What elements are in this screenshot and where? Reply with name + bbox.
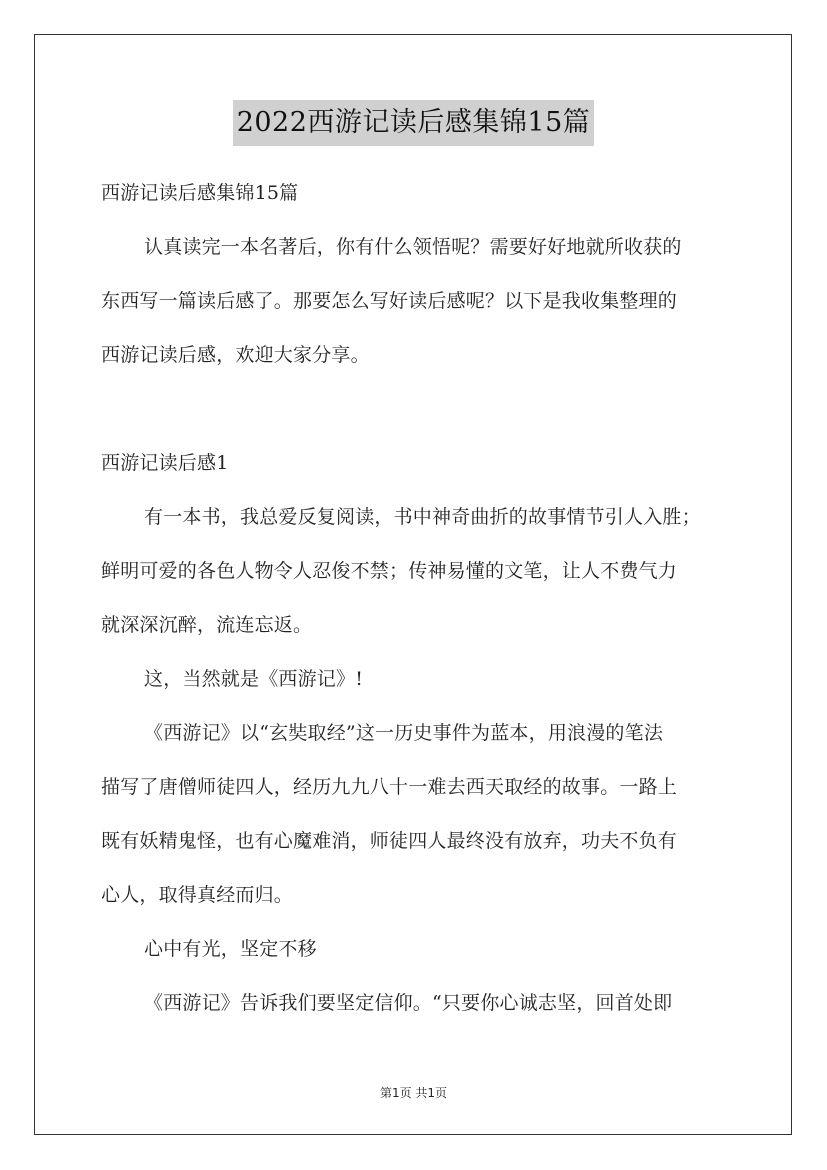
paragraph-line: 认真读完一本名著后，你有什么领悟呢？需要好好地就所收获的 <box>144 236 682 258</box>
paragraph-line: 既有妖精鬼怪，也有心魔难消，师徒四人最终没有放弃，功夫不负有 <box>101 830 678 852</box>
paragraph-line: 鲜明可爱的各色人物令人忍俊不禁；传神易懂的文笔，让人不费气力 <box>101 560 678 582</box>
subtitle-line: 西游记读后感集锦15篇 <box>101 182 299 204</box>
paragraph-line: 描写了唐僧师徒四人，经历九九八十一难去西天取经的故事。一路上 <box>101 776 678 798</box>
paragraph-line: 心人，取得真经而归。 <box>101 884 294 906</box>
paragraph-line: 东西写一篇读后感了。那要怎么写好读后感呢？以下是我收集整理的 <box>101 290 678 312</box>
document-title: 2022西游记读后感集锦15篇 <box>233 100 595 146</box>
paragraph-line: 心中有光，坚定不移 <box>144 938 317 960</box>
paragraph-line: 就深深沉醉，流连忘返。 <box>101 614 313 636</box>
paragraph-line: 《西游记》告诉我们要坚定信仰。“只要你心诚志坚，回首处即 <box>144 992 673 1014</box>
page-footer: 第1页 共1页 <box>379 1086 448 1100</box>
paragraph-line: 西游记读后感，欢迎大家分享。 <box>101 344 370 366</box>
paragraph-line: 这，当然就是《西游记》! <box>144 668 364 690</box>
section-heading: 西游记读后感1 <box>101 452 229 474</box>
title-block <box>0 100 827 146</box>
paragraph-line: 有一本书，我总爱反复阅读，书中神奇曲折的故事情节引人入胜； <box>144 506 701 528</box>
paragraph-line: 《西游记》以“玄奘取经”这一历史事件为蓝本，用浪漫的笔法 <box>144 722 664 744</box>
